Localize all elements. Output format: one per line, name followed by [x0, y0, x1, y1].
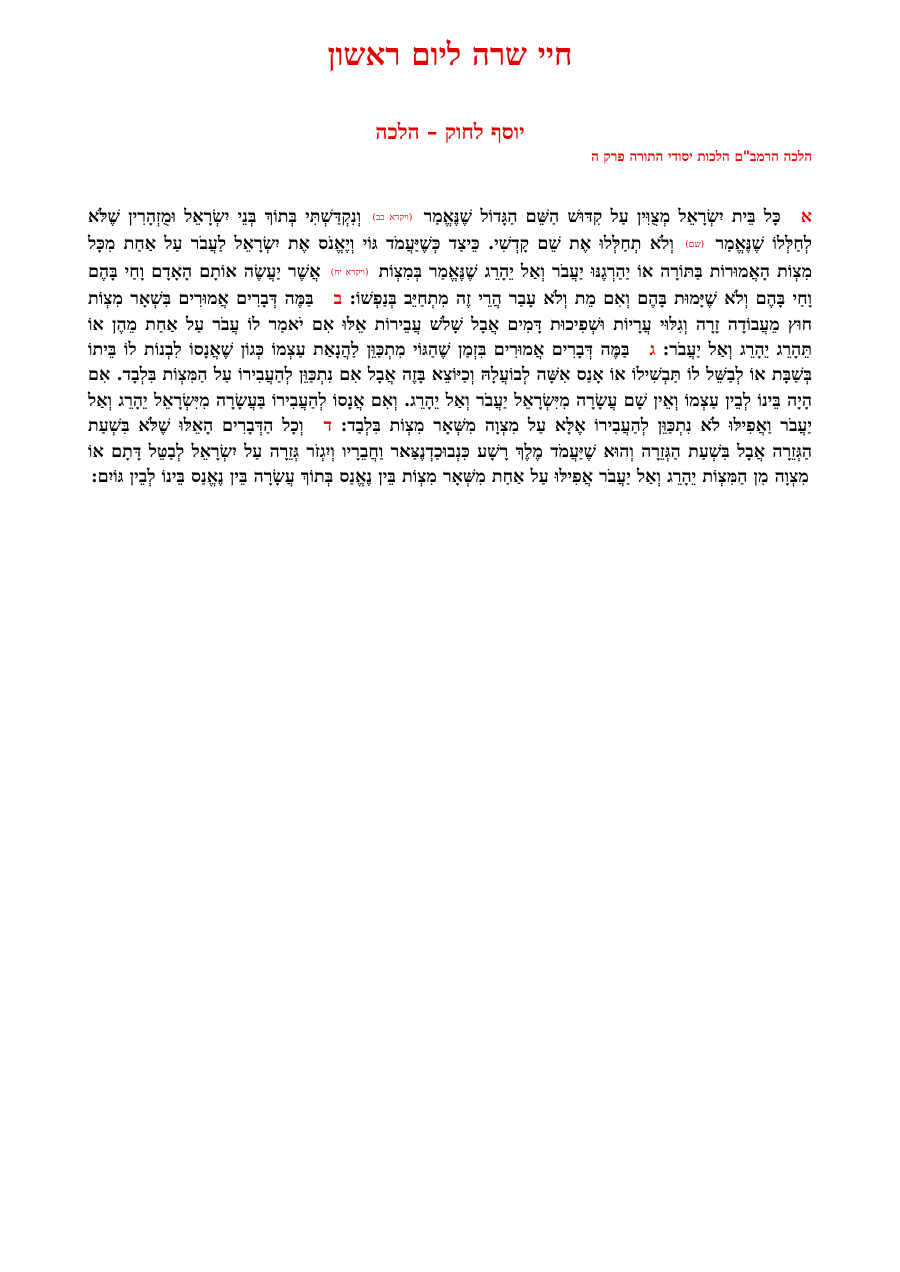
halacha-text-block [88, 204, 812, 489]
page-title: חיי שרה ליום ראשון [327, 37, 573, 73]
source-reference: הלכה הרמב"ם הלכות יסודי התורה פרק ה [591, 149, 812, 165]
page-subtitle: יוסף לחוק – הלכה [375, 119, 525, 144]
halacha-letter: ב [333, 288, 343, 310]
halacha-text: וְנִקְדַּשְׁתִּי בְּתוֹךְ בְּנֵי יִשְׂרָאֵל וּמֻזְהָרִין שֶׁלֹּא לְחַלְּלוֹ שֶׁנֶּאֱמַר [88, 206, 812, 255]
verse-reference: (שם) [685, 240, 705, 251]
halacha-letter: ד [323, 415, 332, 437]
halacha-text: אֲשֶׁר יַעֲשֶׂה אוֹתָם הָאָדָם וָחַי בָּהֶם וָחַי בָּהֶם וְלֹא שֶׁיָּמוּת בָּהֶם וְאִם מֵת וְלֹא עָבַר הֲרֵי זֶה מִתְחַיֵּב בְּנַפְשׁוֹ: [88, 260, 812, 310]
verse-reference: (ויקרא יח) [330, 267, 369, 278]
halacha-letter: ג [649, 339, 656, 361]
halacha-text: וְכָל הַדְּבָרִים הָאֵלּוּ שֶׁלֹּא בִּשְׁעַת הַגְּזֵרָה אֲבָל בִּשְׁעַת הַגְּזֵרָה וְהוּא שֶׁיַּעֲמֹד מֶלֶךְ רָשָׁע כִּנְבוּכַדְנֶצַּאר וַחֲבֵרָיו וְיִגְזֹר גְּזֵרָה עַל יִשְׂרָאֵל לְבַטֵּל דָּתָם אוֹ מִצְוָה מִן הַמִּצְוֹת יֵהָרֵג וְאַל יַעֲבֹר אֲפִילּוּ עַל אַחַת מִשְּׁאָר מִצְוֹת בֵּין נֶאֱנַס בְּתוֹךְ עֲשָׂרָה בֵּין נֶאֱנַס בֵּינוֹ לְבֵין גּוֹיִם: [88, 415, 812, 488]
document-page [88, 30, 812, 489]
halacha-text: בַּמֶּה דְּבָרִים אֲמוּרִים בִּזְמַן שֶׁהַגּוֹי מִתְכַּוֵּן לַהֲנָאַת עַצְמוֹ כְּגוֹן שֶׁאֲנָסוֹ לִבְנוֹת לוֹ בֵּיתוֹ בְּשַׁבָּת אוֹ לְבַשֵּׁל לוֹ תַּבְשִׁילוֹ אוֹ אָנַס אִשָּׁה לְבוֹעֲלָהּ וְכַיּוֹצֵא בָּזֶה אֲבָל אִם נִתְכַּוֵּן לְהַעֲבִירוֹ עַל הַמִּצְוֹת בִּלְבָד. אִם הָיָה בֵּינוֹ לְבֵין עַצְמוֹ וְאֵין שָׁם עֲשָׂרָה מִיִּשְׂרָאֵל יַעֲבֹר וְאַל יֵהָרֵג. וְאִם אֲנָסוֹ לְהַעֲבִירוֹ בַּעֲשָׂרָה מִיִּשְׂרָאֵל יֵהָרֵג וְאַל יַעֲבֹר וַאֲפִילּוּ לֹא נִתְכַּוֵּן לְהַעֲבִירוֹ אֶלָּא עַל מִצְוָה מִשְּׁאָר מִצְוֹת בִּלְבַד: [88, 339, 812, 437]
halacha-text: כָּל בֵּית יִשְׂרָאֵל מְצֻוִּין עַל קִדּוּשׁ הַשֵּׁם הַגָּדוֹל שֶׁנֶּאֱמַר [423, 206, 781, 227]
verse-reference: (ויקרא כב) [372, 213, 413, 223]
halacha-text: בַּמֶּה דְּבָרִים אֲמוּרִים בִּשְׁאָר מִצְוֹת חוּץ מֵעֲבוֹדָה זָרָה וְגִלּוּי עֲרָיוֹת וּשְׁפִיכוּת דָּמִים אֲבָל שָׁלֹשׁ עֲבֵירוֹת אֵלּוּ אִם יֹאמַר לוֹ עֲבֹר עַל אַחַת מֵהֶן אוֹ תֵּהָרֵג יֵהָרֵג וְאַל יַעֲבֹר: [88, 288, 812, 361]
halacha-letter: א [800, 206, 812, 227]
halacha-text: וְלֹא תְחַלְּלוּ אֶת שֵׁם קָדְשִׁי. כֵּיצַד כְּשֶׁיַּעֲמֹד גּוֹי וְיֶאֱנֹס אֶת יִשְׂרָאֵל לַעֲבֹר עַל אַחַת מִכָּל מִצְוֹת הָאֲמוּרוֹת בַּתּוֹרָה אוֹ יַהַרְגֶנּוּ יַעֲבֹר וְאַל יֵהָרֵג שֶׁנֶּאֱמַר בְּמִצְוֹת [88, 233, 812, 282]
